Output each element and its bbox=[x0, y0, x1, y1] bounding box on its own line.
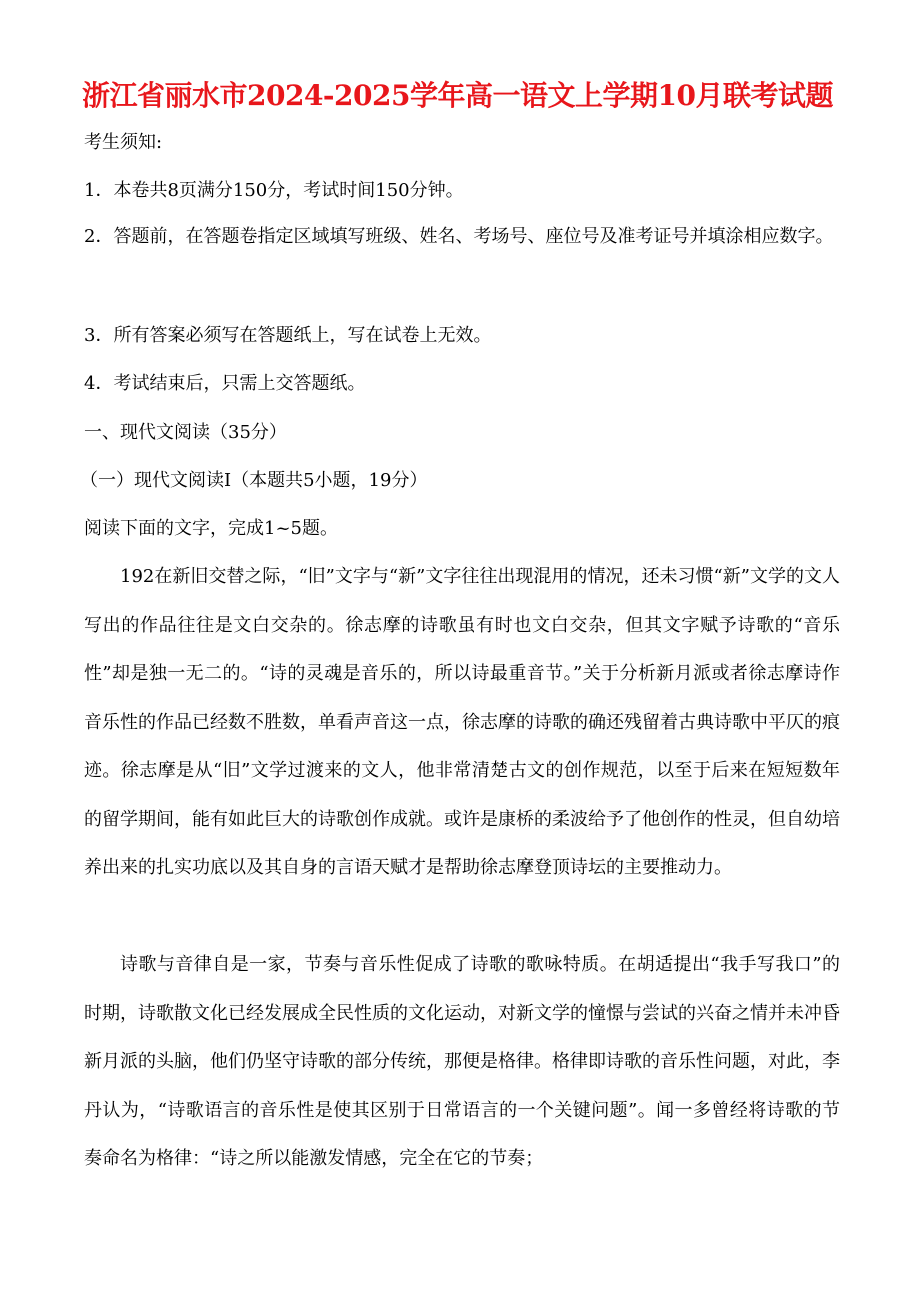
passage-paragraph-1: 192在新旧交替之际，“旧”文字与“新”文字往往出现混用的情况，还未习惯“新”文学的文人写出的作品往往是文白交杂的。徐志摩的诗歌虽有时也文白交杂，但其文字赋予诗歌的“音乐性”却是独一无二的。“诗的灵魂是音乐的，所以诗最重音节。”关于分析新月派或者徐志摩诗作音乐性的作品已经数不胜数，单看声音这一点，徐志摩的诗歌的确还残留着古典诗歌中平仄的痕迹。徐志摩是从“旧”文学过渡来的文人，他非常清楚古文的创作规范，以至于后来在短短数年的留学期间，能有如此巨大的诗歌创作成就。或许是康桥的柔波给予了他创作的性灵，但自幼培养出来的扎实功底以及其自身的言语天赋才是帮助徐志摩登顶诗坛的主要推动力。 bbox=[84, 566, 840, 878]
notice-item-1: 1．本卷共8页满分150分，考试时间150分钟。 bbox=[84, 180, 464, 201]
passage-paragraph-2: 诗歌与音律自是一家，节奏与音乐性促成了诗歌的歌咏特质。在胡适提出“我手写我口”的时期，诗歌散文化已经发展成全民性质的文化运动，对新文学的憧憬与尝试的兴奋之情并未冲昏新月派的头脑，他们仍坚守诗歌的部分传统，那便是格律。格律即诗歌的音乐性问题，对此，李丹认为，“诗歌语言的音乐性是使其区别于日常语言的一个关键问题”。闻一多曾经将诗歌的节奏命名为格律：“诗之所以能激发情感，完全在它的节奏； bbox=[84, 954, 840, 1169]
subsection-heading: （一）现代文阅读Ⅰ（本题共5小题，19分） bbox=[80, 470, 428, 491]
notice-item-4: 4．考试结束后，只需上交答题纸。 bbox=[84, 373, 366, 394]
notice-heading: 考生须知: bbox=[84, 132, 163, 153]
reading-instruction: 阅读下面的文字，完成1~5题。 bbox=[84, 518, 338, 539]
document-title: 浙江省丽水市2024-2025学年高一语文上学期10月联考试题 bbox=[82, 79, 833, 112]
section-heading: 一、现代文阅读（35分） bbox=[84, 422, 287, 443]
notice-item-3: 3．所有答案必须写在答题纸上，写在试卷上无效。 bbox=[84, 325, 492, 346]
notice-item-2: 2．答题前，在答题卷指定区域填写班级、姓名、考场号、座位号及准考证号并填涂相应数字。 bbox=[84, 226, 834, 247]
